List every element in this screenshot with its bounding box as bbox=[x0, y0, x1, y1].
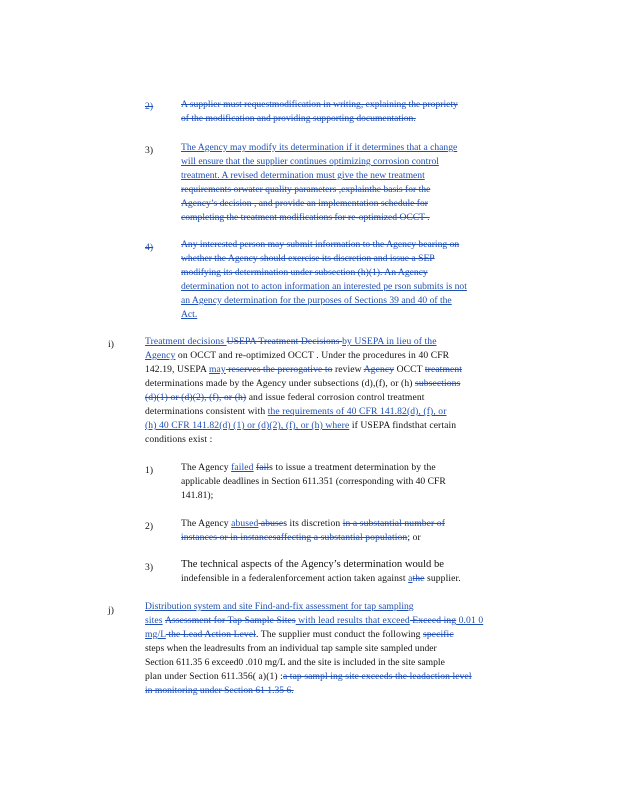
plain-text: on OCCT and re-optimized OCCT . Under the procedures in 40 CFR bbox=[175, 350, 450, 361]
del-text: subsections bbox=[415, 378, 461, 389]
item-2-line-1: A supplier must requestmodification in writing, explaining the propriety bbox=[181, 99, 458, 110]
section-i-line-3 bbox=[145, 363, 462, 377]
sub-1-line-2: applicable deadlines in Section 611.351 (corresponding with 40 CFR bbox=[181, 476, 446, 487]
sub-2-marker: 2) bbox=[145, 521, 154, 532]
item-4-line-6: Act. bbox=[181, 309, 198, 320]
section-j-line-7: in monitoring under Section 61 1.35 6. bbox=[145, 685, 294, 696]
plain-text: and issue federal corrosion control treatment bbox=[246, 392, 425, 403]
sub-3-line-1: The technical aspects of the Agency’s determination would be bbox=[181, 559, 444, 570]
sub-3-line-2 bbox=[181, 572, 461, 586]
del-text: instances or in instancesaffecting a substantial population bbox=[181, 532, 408, 543]
ins-text: mg/L bbox=[145, 629, 166, 640]
section-j-line-4: steps when the leadresults from an individual tap sample site sampled under bbox=[145, 643, 437, 654]
del-text: reserves the prerogative to bbox=[225, 364, 333, 375]
ins-text: abused bbox=[231, 518, 259, 529]
plain-text: OCCT bbox=[394, 364, 425, 375]
item-3-line-4: requirements orwater quality parameters ,explainthe basis for the bbox=[181, 184, 431, 195]
item-3-marker: 3) bbox=[145, 145, 154, 156]
sub-2-line-2 bbox=[181, 531, 421, 545]
ins-text: Agency bbox=[145, 350, 176, 361]
ins-text: with lead results that exceed bbox=[295, 615, 410, 626]
del-text: a tap sampl ing site exceeds the leadaction level bbox=[282, 671, 472, 682]
plain-text: . The supplier must conduct the following bbox=[255, 629, 424, 640]
item-4-line-1: Any interested person may submit information to the Agency bearing on bbox=[181, 239, 460, 250]
section-i-line-4 bbox=[145, 377, 460, 391]
plain-text: The Agency bbox=[181, 462, 232, 473]
plain-text: 142.19, USEPA bbox=[145, 364, 209, 375]
ins-text: sites bbox=[145, 615, 163, 626]
section-j-line-2 bbox=[145, 614, 483, 628]
item-4-line-3: modifying its determination under subsection (h)(1). An Agency bbox=[181, 267, 428, 278]
plain-text: determinations made by the Agency under subsections (d),(f), or (h) bbox=[145, 378, 416, 389]
section-i-marker: i) bbox=[108, 339, 115, 350]
plain-text: determinations consistent with bbox=[145, 406, 268, 417]
del-text: Exceed ing bbox=[409, 615, 457, 626]
section-i-line-1 bbox=[145, 335, 437, 349]
section-j-line-3 bbox=[145, 628, 454, 642]
del-text: specific bbox=[423, 629, 454, 640]
plain-text: review bbox=[332, 364, 364, 375]
item-4-line-4: determination not to acton information an interested pe rson submits is not bbox=[181, 281, 467, 292]
ins-text: the requirements of 40 CFR 141.82(d), (f), or bbox=[267, 406, 447, 417]
section-i-line-5 bbox=[145, 391, 425, 405]
plain-text: s to issue a treatment determination by the bbox=[269, 462, 436, 473]
del-text: (d)(1) or (d)(2), (f), or (h) bbox=[145, 392, 247, 403]
ins-text: Treatment decisions bbox=[145, 336, 227, 347]
del-text: the Lead Action Level bbox=[165, 629, 256, 640]
item-3-line-2: will ensure that the supplier continues optimizing corrosion control bbox=[181, 156, 439, 167]
section-j-line-6 bbox=[145, 670, 472, 684]
item-4-marker: 4) bbox=[145, 242, 154, 253]
section-i-line-8 bbox=[145, 433, 212, 447]
del-text: the bbox=[412, 573, 425, 584]
del-text: Agency bbox=[363, 364, 395, 375]
section-i-line-2 bbox=[145, 349, 449, 363]
sub-3-marker: 3) bbox=[145, 562, 154, 573]
plain-text: conditions exist : bbox=[145, 434, 213, 445]
item-2-marker: 2) bbox=[145, 101, 154, 112]
del-text: USEPA Treatment Decisions bbox=[226, 336, 343, 347]
item-4-line-5: an Agency determination for the purposes of Sections 39 and 40 of the bbox=[181, 295, 452, 306]
sub-2-line-1 bbox=[181, 517, 445, 531]
item-4-line-2: whether the Agency should exercise its discretion and issue a SEP bbox=[181, 253, 435, 264]
item-3-line-3: treatment. A revised determination must give the new treatment bbox=[181, 170, 425, 181]
section-j-line-5: Section 611.35 6 exceed0 .010 mg/L and the site is included in the site sample bbox=[145, 657, 445, 668]
plain-text: plan under Section 611.356( a)(1) : bbox=[145, 671, 283, 682]
section-j-marker: j) bbox=[108, 605, 115, 616]
item-2-line-2: of the modification and providing supporting documentation. bbox=[181, 113, 416, 124]
section-i-line-6 bbox=[145, 405, 447, 419]
item-3-line-6: completing the treatment modifications for re-optimized OCCT . bbox=[181, 212, 430, 223]
sub-1-line-3: 141.81); bbox=[181, 490, 214, 501]
ins-text: a bbox=[408, 573, 413, 584]
item-3-line-5: Agency’s decision , and provide an implementation schedule for bbox=[181, 198, 428, 209]
del-text: Assessment for Tap Sample Sites bbox=[164, 615, 296, 626]
sub-1-line-1 bbox=[181, 461, 436, 475]
ins-text: 0.01 0 bbox=[456, 615, 484, 626]
plain-text: ; or bbox=[407, 532, 421, 543]
plain-text: supplier. bbox=[424, 573, 461, 584]
item-3-line-1: The Agency may modify its determination if it determines that a change bbox=[181, 142, 458, 153]
section-i-line-7 bbox=[145, 419, 456, 433]
plain-text: s its discretion bbox=[283, 518, 343, 529]
del-text: fail bbox=[255, 462, 270, 473]
ins-text: may bbox=[208, 364, 226, 375]
section-j-line-1: Distribution system and site Find-and-fix assessment for tap sampling bbox=[145, 601, 414, 612]
ins-text: (h) 40 CFR 141.82(d) (1) or (d)(2), (f), or (h) where bbox=[145, 420, 350, 431]
plain-text: The Agency bbox=[181, 518, 232, 529]
plain-text: indefensible in a federalenforcement action taken against bbox=[181, 573, 409, 584]
plain-text: if USEPA findsthat certain bbox=[349, 420, 457, 431]
ins-text: failed bbox=[231, 462, 254, 473]
sub-1-marker: 1) bbox=[145, 465, 154, 476]
ins-text: by USEPA in lieu of the bbox=[342, 336, 437, 347]
del-text: abuse bbox=[258, 518, 284, 529]
del-text: in a substantial number of bbox=[342, 518, 445, 529]
del-text: treatment bbox=[424, 364, 463, 375]
